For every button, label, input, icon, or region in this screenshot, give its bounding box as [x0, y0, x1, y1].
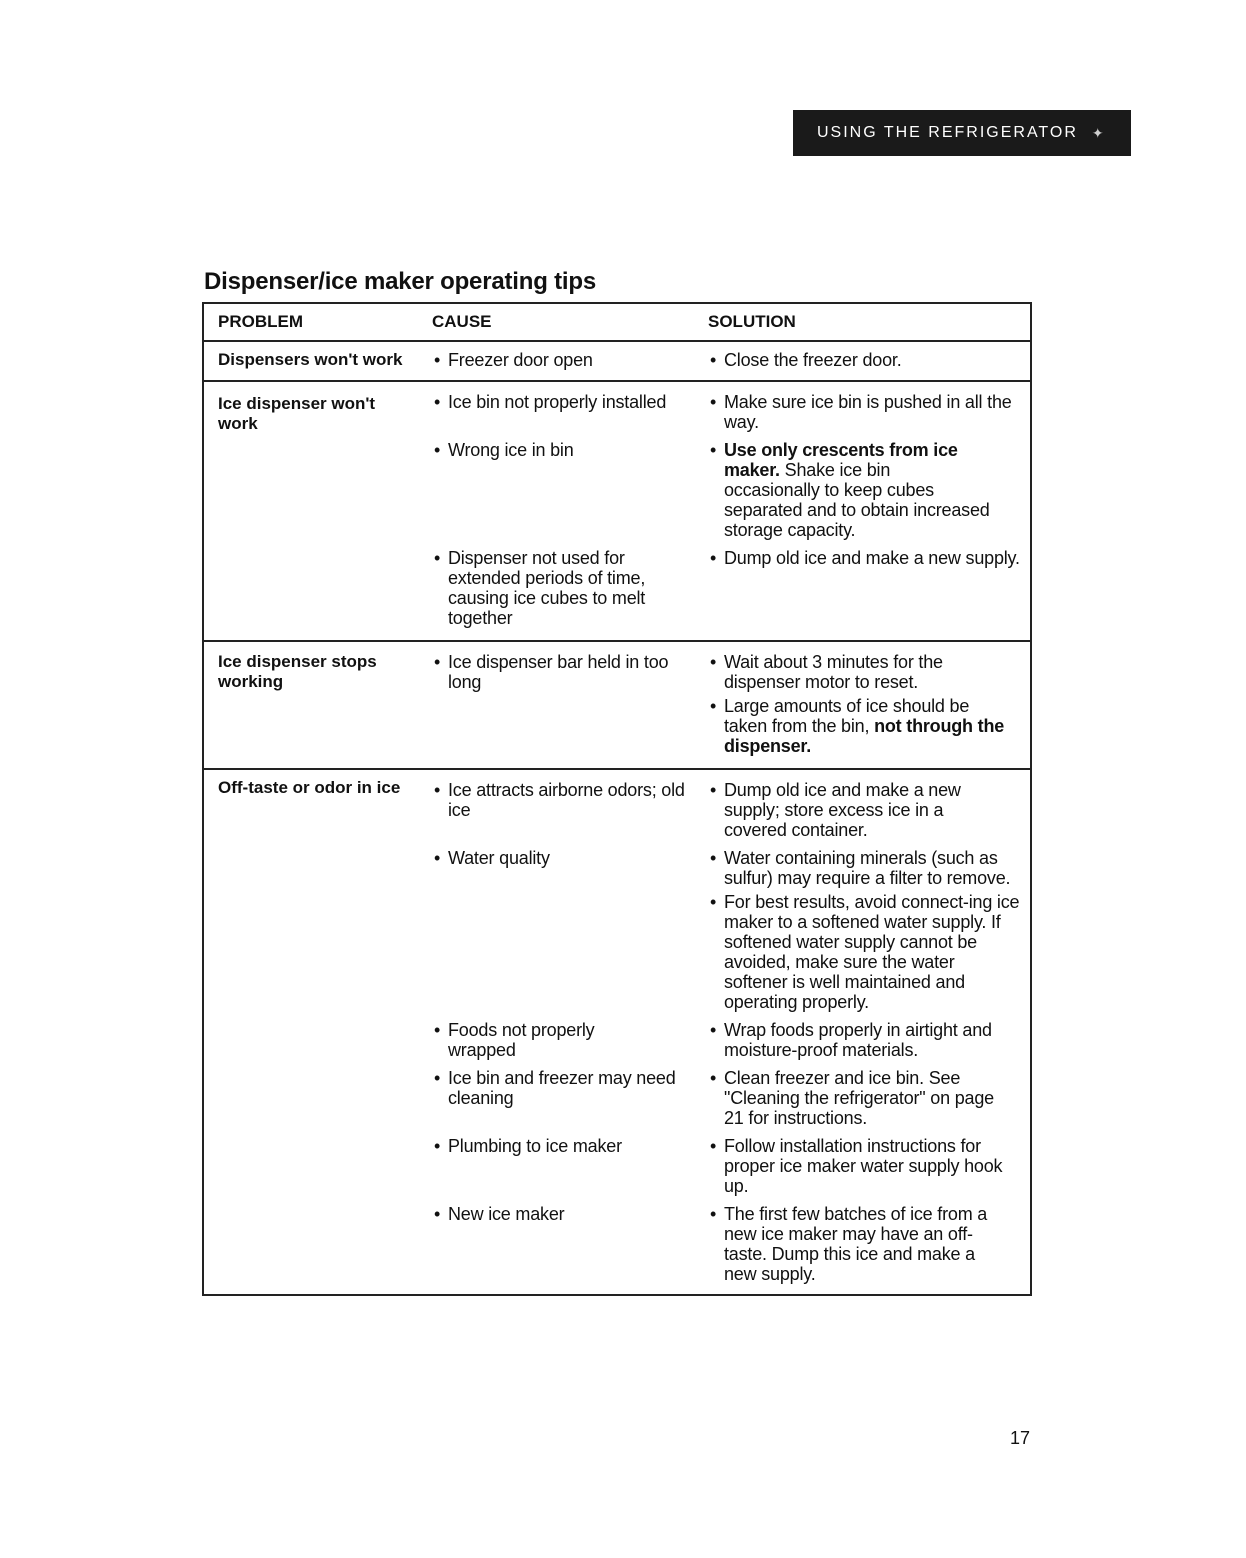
solution-item: [708, 440, 990, 540]
cause-item: • Dispenser not used for extended periods of time, causing ice cubes to melt together: [432, 548, 678, 628]
problem-cell: Off-taste or odor in ice: [218, 778, 401, 797]
cause-solution-pair: [432, 776, 1030, 844]
table-row: [204, 342, 1030, 382]
page-title: Dispenser/ice maker operating tips: [204, 268, 597, 295]
solution-item: • Follow installation instructions for proper ice maker water supply hook up.: [708, 1136, 1020, 1196]
cause-item: • Ice bin not properly installed: [432, 392, 708, 412]
column-header-problem: PROBLEM: [218, 312, 303, 331]
table-row: [204, 770, 1030, 1294]
solution-item: • For best results, avoid connect-ing ice maker to a softened water supply. If softened water supply cannot be avoided, make sure the water softener is well maintained and operating properly.: [708, 892, 1020, 1012]
solution-item: • Wait about 3 minutes for the dispenser motor to reset.: [708, 652, 1010, 692]
cause-solution-pair: [432, 346, 1030, 374]
section-header-text: USING THE REFRIGERATOR: [817, 124, 1078, 141]
problem-cell: Ice dispenser stops working: [218, 652, 377, 691]
problem-cell: Ice dispenser won't work: [218, 394, 376, 433]
section-header-banner: [793, 110, 1131, 156]
cause-item: • Ice attracts airborne odors; old ice: [432, 780, 702, 820]
solution-text: Large amounts of ice should be taken from the bin,: [724, 696, 970, 736]
cause-solution-pair: [432, 436, 1030, 544]
cause-item: • Foods not properly wrapped: [432, 1020, 648, 1060]
solution-bold-text: not through the dispenser.: [724, 716, 1005, 756]
cause-solution-pair: [432, 1064, 1030, 1132]
cause-solution-pair: [432, 844, 1030, 1016]
solution-item: • Clean freezer and ice bin. See "Cleaning the refrigerator" on page 21 for instructions.: [708, 1068, 1010, 1128]
solution-item: • Water containing minerals (such as sulfur) may require a filter to remove.: [708, 848, 1020, 888]
solution-item: • Dump old ice and make a new supply.: [708, 548, 1030, 568]
cause-item: • Plumbing to ice maker: [432, 1136, 708, 1156]
solution-item: • Wrap foods properly in airtight and moisture-proof materials.: [708, 1020, 1010, 1060]
cause-item: • New ice maker: [432, 1204, 708, 1224]
solution-item: • Dump old ice and make a new supply; store excess ice in a covered container.: [708, 780, 1010, 840]
cause-item: • Water quality: [432, 848, 708, 868]
sparkle-icon: ✦: [1091, 124, 1106, 141]
page-number: 17: [1010, 1428, 1031, 1448]
cause-solution-pair: [432, 1200, 1030, 1288]
solution-bold-text: Use only crescents from ice maker.: [724, 440, 958, 480]
table-row: [204, 642, 1030, 770]
cause-solution-pair: [432, 544, 1030, 632]
cause-solution-pair: [432, 1132, 1030, 1200]
cause-item: • Ice bin and freezer may need cleaning: [432, 1068, 678, 1108]
column-header-cause: CAUSE: [432, 312, 492, 331]
table-row: [204, 382, 1030, 642]
cause-item: • Ice dispenser bar held in too long: [432, 652, 678, 692]
solution-item: [708, 696, 1010, 756]
solution-text: Shake ice bin occasionally to keep cubes separated and to obtain increased storage capacity.: [724, 460, 990, 540]
column-header-solution: SOLUTION: [708, 312, 796, 331]
problem-cell: Dispensers won't work: [218, 350, 403, 369]
cause-item: • Freezer door open: [432, 350, 708, 370]
solution-item: • Close the freezer door.: [708, 350, 1030, 370]
cause-solution-pair: [432, 388, 1030, 436]
solution-item: • The first few batches of ice from a new ice maker may have an off-taste. Dump this ice and make a new supply.: [708, 1204, 1010, 1284]
cause-solution-pair: [432, 1016, 1030, 1064]
cause-item: • Wrong ice in bin: [432, 440, 708, 460]
cause-solution-pair: [432, 648, 1030, 760]
solution-item: • Make sure ice bin is pushed in all the way.: [708, 392, 1030, 432]
table-header-row: [204, 304, 1030, 342]
operating-tips-table: [202, 302, 1032, 1296]
